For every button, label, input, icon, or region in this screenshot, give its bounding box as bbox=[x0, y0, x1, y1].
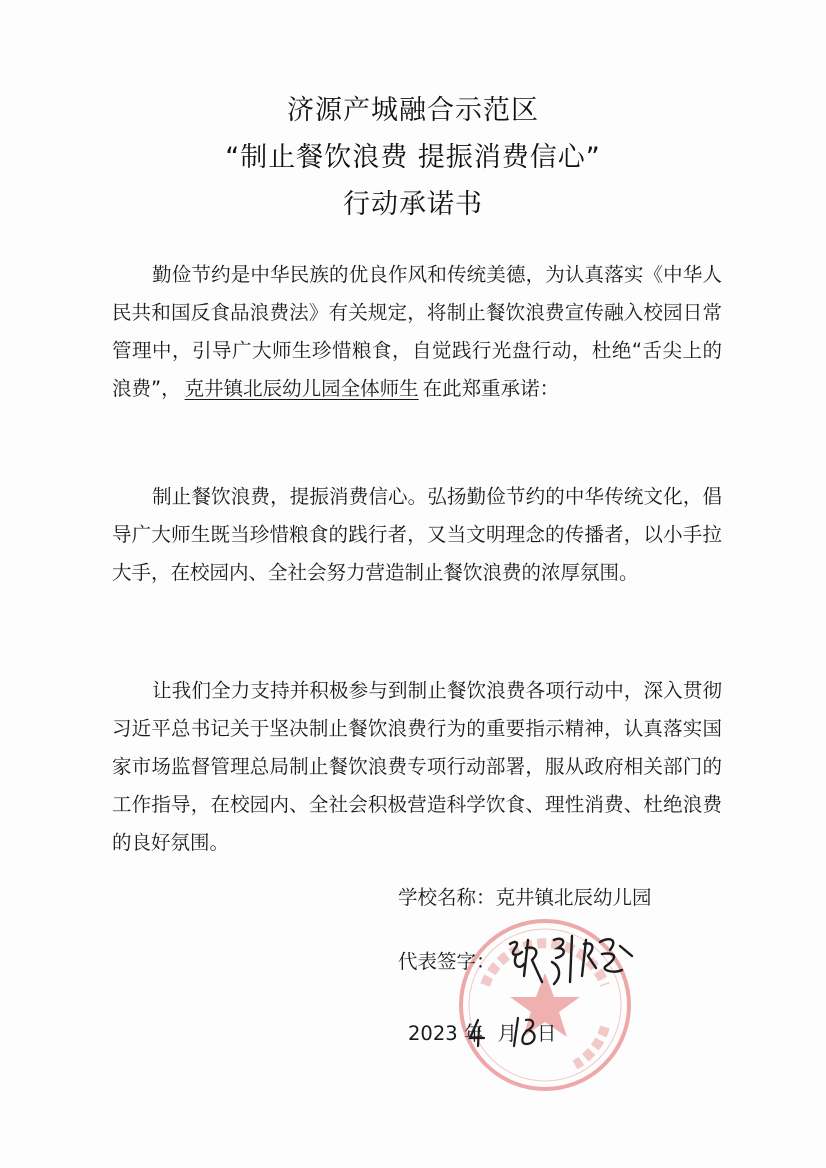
school-name-value: 克井镇北辰幼儿园 bbox=[495, 886, 652, 909]
representative-label: 代表签字： bbox=[398, 950, 496, 973]
date-day-suffix: 日 bbox=[536, 1022, 557, 1045]
paragraph-2-text: 制止餐饮浪费，提振消费信心。弘扬勤俭节约的中华传统文化，倡导广大师生既当珍惜粮食的践行者，又当文明理念的传播者，以小手拉大手，在校园内、全社会努力营造制止餐饮浪费的浓厚氛围。 bbox=[112, 485, 722, 584]
participant-name: 克井镇北辰幼儿园全体师生 bbox=[184, 377, 419, 400]
date-year: 2023 年 bbox=[408, 1022, 484, 1045]
title-line-2: “制止餐饮浪费 提振消费信心” bbox=[225, 142, 601, 173]
paragraph-2 bbox=[112, 478, 722, 592]
paragraph-1 bbox=[112, 256, 722, 408]
school-name-line bbox=[398, 882, 652, 910]
handwritten-date-icon bbox=[466, 1012, 556, 1052]
paragraph-1-end: 在此郑重承诺： bbox=[422, 377, 560, 400]
title-line-1: 济源产城融合示范区 bbox=[287, 95, 539, 126]
school-name-label: 学校名称： bbox=[398, 886, 496, 909]
paragraph-1-text: 勤俭节约是中华民族的优良作风和传统美德，为认真落实《中华人民共和国反食品浪费法》有关规定，将制止餐饮浪费宣传融入校园日常管理中，引导广大师生珍惜粮食，自觉践行光盘行动，杜绝“舌尖上的浪费”， bbox=[112, 263, 722, 400]
title-line-3: 行动承诺书 bbox=[343, 189, 483, 220]
paragraph-3-text: 让我们全力支持并积极参与到制止餐饮浪费各项行动中，深入贯彻习近平总书记关于坚决制止餐饮浪费行为的重要指示精神，认真落实国家市场监督管理总局制止餐饮浪费专项行动部署，服从政府相关部门的工作指导，在校园内、全社会积极营造科学饮食、理性消费、杜绝浪费的良好氛围。 bbox=[112, 679, 722, 854]
date-month-suffix: 月 bbox=[497, 1022, 517, 1045]
paragraph-3 bbox=[112, 672, 722, 862]
handwritten-signature-icon bbox=[502, 926, 652, 996]
representative-line bbox=[398, 946, 496, 974]
